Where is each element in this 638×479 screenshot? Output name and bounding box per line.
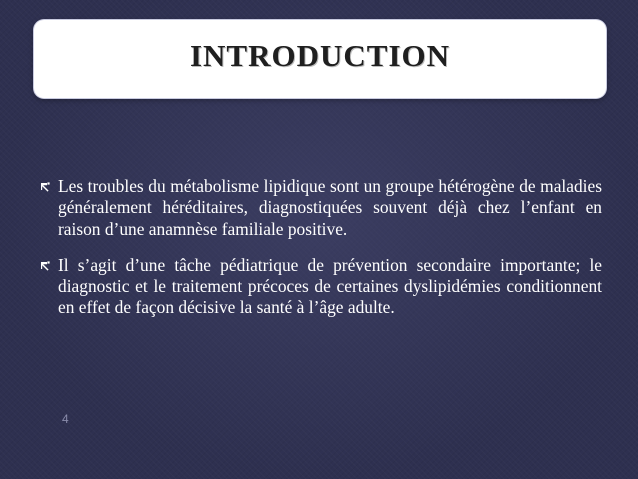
bullet-item-2 <box>36 255 602 319</box>
arrow-bullet-icon <box>40 182 50 192</box>
bullet-item-1 <box>36 176 602 240</box>
bullet-text-2: Il s’agit d’une tâche pédiatrique de prévention secondaire importante; le diagnostic et le traitement précoces de certaines dyslipidémies conditionnent en effet de façon décisive la santé à l’âge adulte. <box>58 254 602 318</box>
title-box <box>34 20 606 98</box>
arrow-bullet-icon <box>40 261 50 271</box>
bullet-list <box>36 176 602 319</box>
page-number: 4 <box>62 412 69 426</box>
bullet-text-1: Les troubles du métabolisme lipidique sont un groupe hétérogène de maladies généralement héréditaires, diagnostiquées souvent déjà chez l’enfant en raison d’une anamnèse familiale positive. <box>58 176 602 239</box>
slide-title: INTRODUCTION <box>189 38 451 73</box>
